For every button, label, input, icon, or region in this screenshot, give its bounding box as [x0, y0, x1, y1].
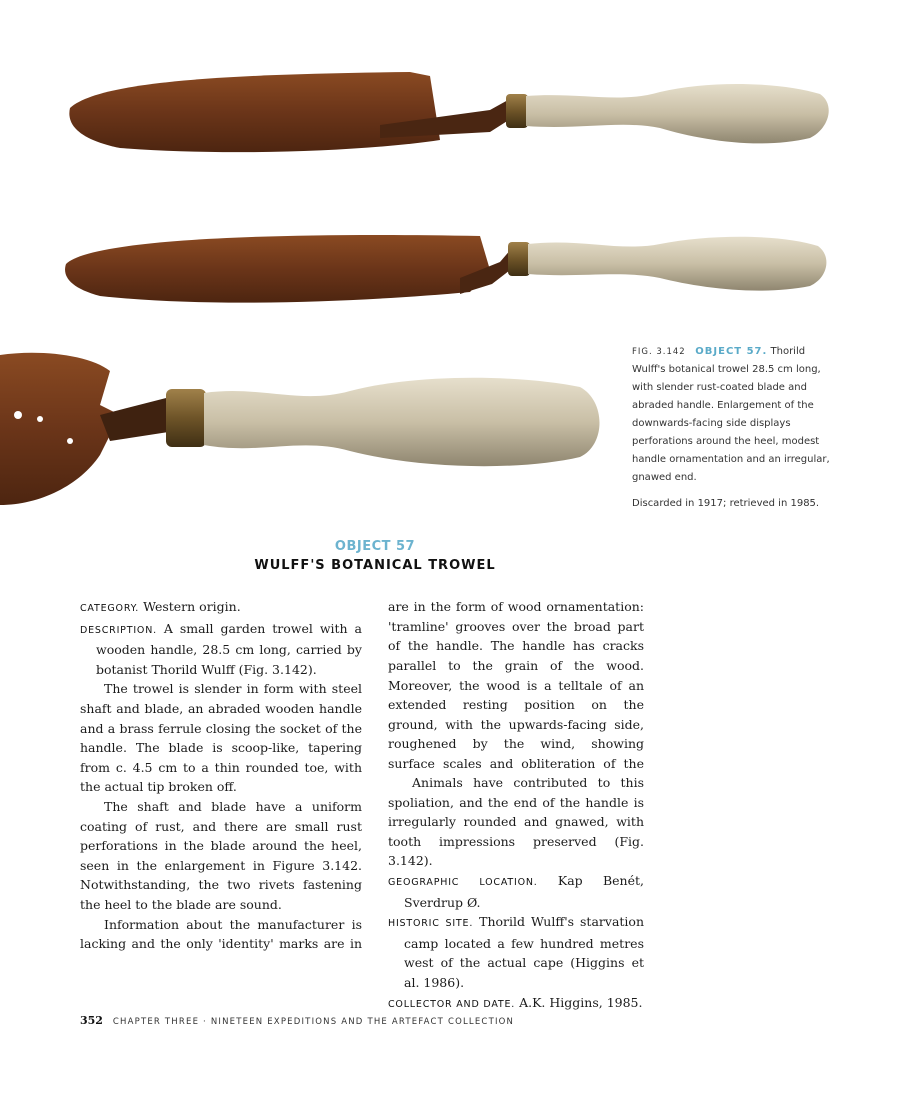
body-paragraph-3-continued — [388, 597, 644, 773]
description-text: A small garden trowel with a wooden handle, 28.5 cm long, carried by botanist Thorild Wulff (Fig. 3.142). — [96, 620, 362, 677]
page-footer — [80, 1014, 514, 1027]
historic-site-entry — [388, 912, 644, 992]
body-paragraph-3-rest: are in the form of wood ornamentation: 'tramline' grooves over the broad part of the handle. The handle has cracks parallel to the grain of the wood. Moreover, the wood is a telltale of an extended resting position on the ground, with the upwards-facing side, roughened by the wind, showing surface scales and obliteration of the — [388, 599, 644, 771]
collector-text: A.K. Higgins, 1985. — [519, 994, 643, 1010]
caption-note: Discarded in 1917; retrieved in 1985. — [632, 498, 820, 509]
page-number: 352 — [80, 1014, 103, 1027]
collector-entry — [388, 993, 644, 1015]
body-paragraph-2: The shaft and blade have a uniform coating of rust, and there are small rust perforations in the blade around the heel, seen in the enlargement in Figure 3.142. Notwithstanding, the two rivets fastening the heel to the blade are sound. — [80, 798, 362, 912]
geographic-location-entry — [388, 871, 644, 912]
object-number-heading: OBJECT 57 — [334, 539, 416, 554]
body-paragraph-1: The trowel is slender in form with steel shaft and blade, an abraded wooden handle and a brass ferrule closing the socket of the handle. The blade is scoop-like, tapering from c. 4.5 cm to a thin rounded toe, with the actual tip broken off. — [80, 681, 362, 795]
text-column-left — [80, 597, 362, 954]
running-head: CHAPTER THREE · NINETEEN EXPEDITIONS AND THE ARTEFACT COLLECTION — [112, 1017, 515, 1027]
figure-caption — [632, 343, 832, 521]
body-paragraph-4: Animals have contributed to this spoliation, and the end of the handle is irregularly rounded and gnawed, with tooth impressions preserved (Fig. 3.142). — [388, 775, 644, 869]
geographic-location-label: GEOGRAPHIC LOCATION. — [388, 876, 538, 888]
text-column-right — [388, 597, 644, 1014]
trowel-photo-middle — [60, 228, 840, 318]
caption-main — [632, 343, 832, 487]
category-label: CATEGORY. — [80, 603, 140, 614]
category-entry — [80, 597, 362, 619]
historic-site-text: Thorild Wulff's starvation camp located a few hundred metres west of the actual cape (Higgins et al. 1986). — [404, 914, 644, 990]
caption-object-label: OBJECT 57. — [695, 346, 768, 357]
caption-text: Thorild Wulff's botanical trowel 28.5 cm long, with slender rust-coated blade and abraded handle. Enlargement of the downwards-facing side displays perforations around the heel, modest handle ornamentation and an irregular, gnawed end. — [632, 346, 830, 483]
collector-label: COLLECTOR AND DATE. — [388, 998, 516, 1010]
trowel-photo-enlargement — [0, 345, 610, 510]
category-text: Western origin. — [143, 599, 241, 614]
page-title: WULFF'S BOTANICAL TROWEL — [254, 558, 496, 573]
body-paragraph-3: Information about the manufacturer is lacking and the only 'identity' marks are in — [80, 916, 362, 952]
figure-number: FIG. 3.142 — [632, 347, 686, 357]
description-label: DESCRIPTION. — [80, 624, 157, 636]
object-heading — [0, 538, 750, 576]
geographic-location-text: Kap Benét, Sverdrup Ø. — [404, 872, 644, 910]
description-entry — [80, 619, 362, 680]
trowel-photo-top — [60, 70, 840, 160]
historic-site-label: HISTORIC SITE. — [388, 918, 474, 930]
